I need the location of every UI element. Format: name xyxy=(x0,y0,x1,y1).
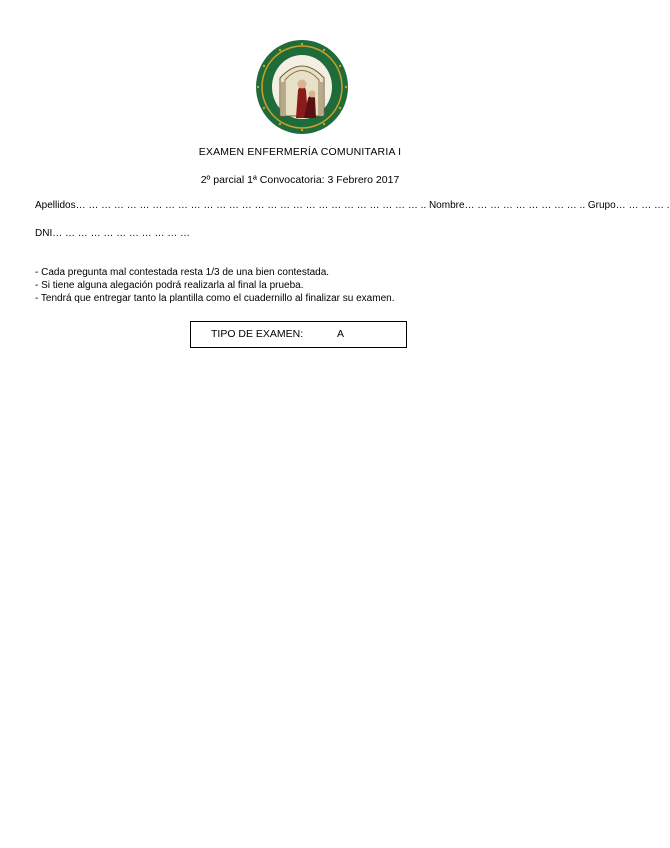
student-name-fields xyxy=(35,200,670,211)
apellidos-label: Apellidos xyxy=(35,200,76,211)
grupo-label: Grupo xyxy=(587,200,616,211)
dni-field xyxy=(35,228,190,239)
exam-type-value: A xyxy=(337,328,345,340)
rule-item: - Tendrá que entregar tanto la plantilla como el cuadernillo al finalizar su examen. xyxy=(35,293,395,304)
exam-type-box xyxy=(190,321,407,348)
nombre-label: Nombre xyxy=(428,200,465,211)
rule-item: - Si tiene alguna alegación podrá realizarla al final la prueba. xyxy=(35,280,304,291)
dni-label: DNI xyxy=(35,228,53,239)
exam-type-label: TIPO DE EXAMEN: xyxy=(211,328,304,340)
exam-rules xyxy=(35,266,394,305)
exam-title: EXAMEN ENFERMERÍA COMUNITARIA I xyxy=(198,146,402,158)
dni-blank[interactable]: … … … … … … … … … … … xyxy=(52,228,191,239)
exam-subtitle: 2º parcial 1ª Convocatoria: 3 Febrero 2017 xyxy=(200,174,400,186)
nombre-blank[interactable]: … … … … … … … … … .. xyxy=(464,200,588,211)
rule-item: - Cada pregunta mal contestada resta 1/3 de una bien contestada. xyxy=(35,267,330,278)
apellidos-blank[interactable]: … … … … … … … … … … … … … … … … … … … … … … … … … … … .. xyxy=(75,200,429,211)
university-seal-icon xyxy=(252,38,352,136)
grupo-blank[interactable]: … … … … . xyxy=(615,200,670,211)
